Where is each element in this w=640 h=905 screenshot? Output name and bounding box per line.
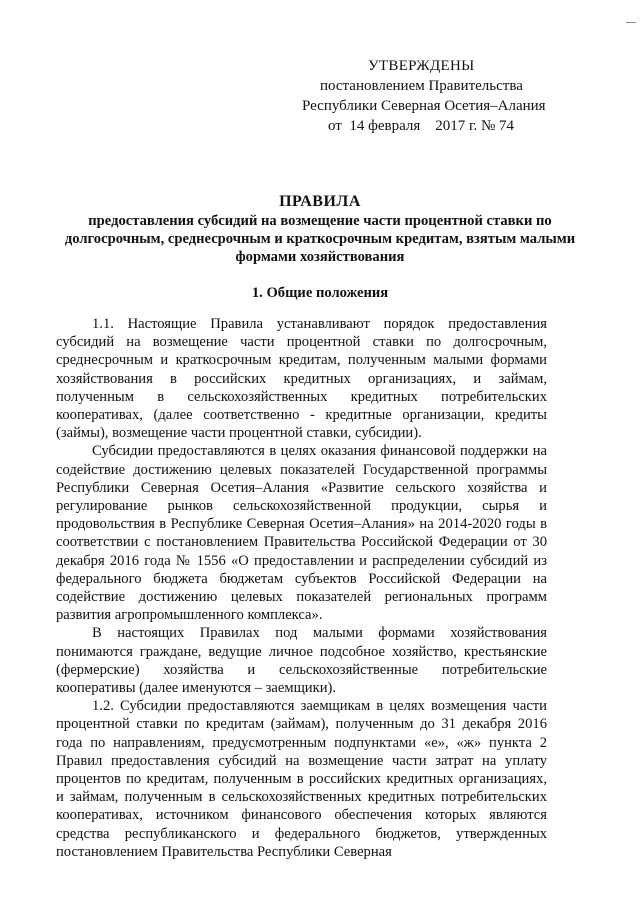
approval-line-date-number: от 14 февраля 2017 г. № 74: [328, 118, 515, 134]
scan-edge-mark: [626, 22, 636, 23]
document-body: [56, 315, 547, 861]
approval-line-resolution: постановлением Правительства: [320, 78, 523, 94]
section-title: 1. Общие положения: [251, 285, 389, 301]
approval-stamp: [290, 56, 580, 136]
paragraph-1-2: 1.2. Субсидии предоставляются заемщикам в целях возмещения части процентной ставки по кредитам (займам), полученным до 31 декабря 2016 года по направлениям, предусмотренным подпунктами «е», «ж» пункта 2 Правил предоставления субсидий на возмещение части затрат на уплату процентов по кредитам, полученным в российских кредитных организациях, и займам, полученным в сельскохозяйственных кредитных потребительских кооперативах, источником финансового обеспечения которых являются средства республиканского и федерального бюджетов, утвержденных постановлением Правительства Республики Северная: [56, 698, 547, 860]
approval-title: УТВЕРЖДЕНЫ: [368, 58, 475, 74]
document-subtitle: предоставления субсидий на возмещение части процентной ставки по долгосрочным, среднесрочным и краткосрочным кредитам, взятым малыми формами хозяйствования: [64, 213, 576, 265]
paragraph-1-1: 1.1. Настоящие Правила устанавливают порядок предоставления субсидий на возмещение части процентной ставки по долгосрочным, среднесрочным и краткосрочным кредитам, полученным малыми формами хозяйствования в российских кредитных организациях, и займам, полученным в сельскохозяйственных кредитных потребительских кооперативах, (далее соответственно - кредитные организации, кредиты (займы), возмещение части процентной ставки, субсидии).: [56, 316, 547, 442]
paragraph-purpose: Субсидии предоставляются в целях оказания финансовой поддержки на содействие достижению целевых показателей Государственной программы Республики Северная Осетия–Алания «Развитие сельского хозяйства и регулирование рынков сельскохозяйственной продукции, сырья и продовольствия в Республике Северная Осетия–Алания» на 2014-2020 годы в соответствии с постановлением Правительства Российской Федерации от 30 декабря 2016 года № 1556 «О предоставлении и распределении субсидий из федерального бюджета бюджетам субъектов Российской Федерации на содействие достижению целевых показателей региональных программ развития агропромышленного комплекса».: [56, 443, 547, 624]
paragraph-definition: В настоящих Правилах под малыми формами хозяйствования понимаются граждане, ведущие личное подсобное хозяйство, крестьянские (фермерские) хозяйства и сельскохозяйственные потребительские кооперативы (далее именуются – заемщики).: [56, 625, 547, 697]
approval-line-republic: Республики Северная Осетия–Алания: [302, 98, 546, 114]
document-title: ПРАВИЛА: [279, 193, 361, 210]
